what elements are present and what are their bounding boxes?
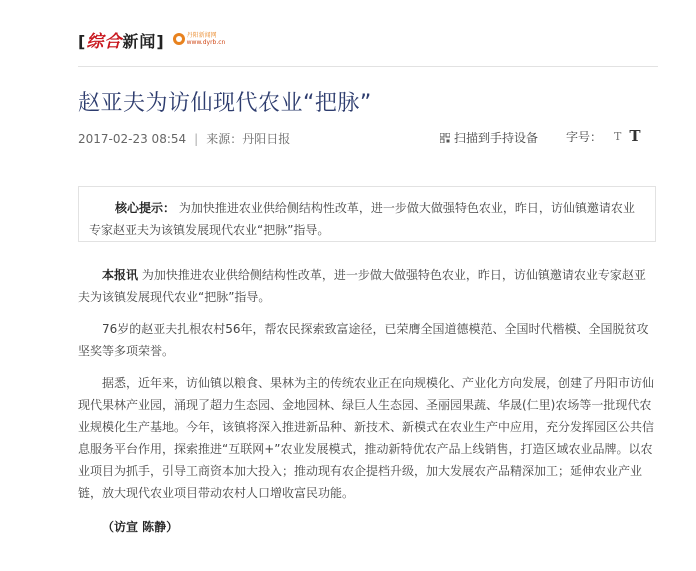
paragraph-1-text: 为加快推进农业供给侧结构性改革，进一步做大做强特色农业，昨日，访仙镇邀请农业专家赵亚夫为该镇发展现代农业“把脉”指导。 bbox=[78, 268, 646, 304]
brand-bracket-open: [ bbox=[78, 31, 87, 51]
article-title: 赵亚夫为访仙现代农业“把脉” bbox=[78, 91, 372, 116]
article-signature: （访宣 陈静） bbox=[102, 520, 179, 534]
publish-datetime: 2017-02-23 08:54 bbox=[78, 131, 187, 146]
font-size-control bbox=[566, 127, 641, 145]
scan-to-mobile-button[interactable] bbox=[440, 129, 538, 146]
brand-highlight: 综合 bbox=[86, 31, 123, 52]
brand-text: 新闻 bbox=[122, 31, 157, 51]
font-small-button[interactable]: T bbox=[614, 129, 622, 143]
e-logo-icon bbox=[173, 33, 185, 45]
lead-label: 本报讯 bbox=[102, 268, 139, 282]
logo-line1: 丹阳新闻网 bbox=[186, 32, 217, 39]
article-source: 来源：丹阳日报 bbox=[206, 132, 291, 146]
qr-code-icon bbox=[440, 133, 450, 143]
header-divider bbox=[78, 66, 658, 67]
brand-bracket-close: ] bbox=[156, 31, 165, 51]
summary-label: 核心提示： bbox=[115, 201, 176, 215]
article-body bbox=[78, 264, 656, 548]
partner-logo[interactable] bbox=[173, 32, 226, 46]
article-meta bbox=[78, 130, 290, 147]
logo-line2: www.dyrb.cn bbox=[186, 39, 226, 46]
paragraph-3: 据悉，近年来，访仙镇以粮食、果林为主的传统农业正在向规模化、产业化方向发展，创建了丹阳市访仙现代果林产业园，涌现了超力生态园、金地园林、绿巨人生态园、圣丽园果蔬、华晟(仁里)农场等一批现代农业规模化生产基地。今年，该镇将深入推进新品种、新技术、新模式在农业生产中应用，充分发挥园区公共信息服务平台作用，探索推进“互联网+”农业发展模式，推动新特优农产品上线销售，打造区域农业品牌。以农业项目为抓手，引导工商资本加大投入；推动现有农企提档升级，加大发展农产品精深加工；延伸农业产业链，放大现代农业项目带动农村人口增收富民功能。 bbox=[78, 376, 655, 500]
summary-box bbox=[78, 186, 656, 242]
font-size-label: 字号： bbox=[566, 129, 603, 144]
font-large-button[interactable]: T bbox=[629, 127, 641, 145]
brand-logo[interactable] bbox=[78, 27, 165, 52]
scan-label: 扫描到手持设备 bbox=[454, 131, 539, 145]
meta-separator: | bbox=[194, 131, 199, 146]
summary-text: 为加快推进农业供给侧结构性改革，进一步做大做强特色农业，昨日，访仙镇邀请农业专家赵亚夫为该镇发展现代农业“把脉”指导。 bbox=[89, 201, 635, 237]
site-header bbox=[78, 26, 225, 52]
paragraph-2: 76岁的赵亚夫扎根农村56年，帮农民探索致富途径，已荣膺全国道德模范、全国时代楷模、全国脱贫攻坚奖等多项荣誉。 bbox=[78, 322, 649, 358]
paragraph-lead bbox=[78, 264, 656, 308]
